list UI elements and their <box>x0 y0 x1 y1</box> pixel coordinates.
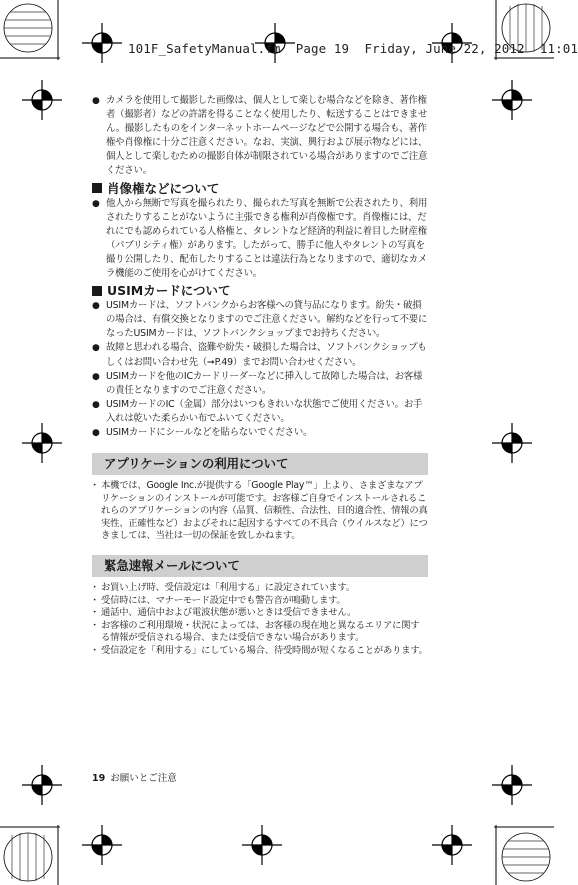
list-item: ● USIMカードのIC（金属）部分はいつもきれいな状態でご使用ください。お手入れは乾いた柔らかい布でふいてください。 <box>92 398 428 426</box>
list-item: ・ 本機では、Google Inc.が提供する「Google Play™」上より、さまざまなアプリケーションのインストールが可能です。お客様ご自身でインストールされるこれらのアプリケーションの内容（品質、信頼性、合法性、目的適合性、情報の真実性、正確性など）およびそれに起因するすべての不具合（ウイルスなど）につきましては、当社は一切の保証を致しかねます。 <box>92 480 428 543</box>
emergency-mail-list <box>92 582 428 658</box>
list-item: ● 他人から無断で写真を撮られたり、撮られた写真を無断で公表されたり、利用されたりすることがないように主張できる権利が肖像権です。肖像権には、だれにでも認められている人格権と、タレントなど経済的利益に着目した財産権（パブリシティ権）があります。したがって、勝手に他人やタレントの写真を撮り公開したり、配布したりすることは違法行為となりますので、適切なカメラ機能のご使用を心がけてください。 <box>92 197 428 282</box>
portrait-rights-list <box>92 197 428 282</box>
app-usage-list <box>92 480 428 543</box>
camera-note: ● カメラを使用して撮影した画像は、個人として楽しむ場合などを除き、著作権者（撮影者）などの許諾を得ることなく使用したり、転送することはできません。撮影したものをインターネットホームページなどで公開する場合も、著作権や肖像権に十分ご注意ください。なお、実演、興行および展示物などには、個人として楽しむための撮影自体が制限されている場合がありますのでご注意ください。 <box>92 94 428 179</box>
list-item: ・ お買い上げ時、受信設定は「利用する」に設定されています。 <box>92 582 428 595</box>
list-item: ・ お客様のご利用環境・状況によっては、お客様の現在地と異なるエリアに関する情報が受信される場合、または受信できない場合があります。 <box>92 620 428 645</box>
header-time: 11:01 <box>539 41 578 56</box>
list-item: ・ 通話中、通信中および電波状態が悪いときは受信できません。 <box>92 607 428 620</box>
page-content <box>92 94 428 658</box>
list-item: ● USIMカードは、ソフトバンクからお客様への貸与品になります。紛失・破損の場合は、有償交換となりますのでご注意ください。解約などを行って不要になったUSIMカードは、ソフトバンクショップまでお持ちください。 <box>92 299 428 341</box>
footer-section-name: お願いとご注意 <box>110 773 177 784</box>
list-item: ● USIMカードを他のICカードリーダーなどに挿入して故障した場合は、お客様の責任となりますのでご注意ください。 <box>92 370 428 398</box>
app-usage-banner: アプリケーションの利用について <box>92 453 428 475</box>
header-date: Friday, June 22, 2012 <box>364 41 525 56</box>
usim-heading-text: USIMカードについて <box>107 283 231 299</box>
header-page-label: Page 19 <box>295 41 350 56</box>
page-number: 19 <box>92 773 106 784</box>
camera-note-list <box>92 94 428 179</box>
list-item: ・ 受信設定を「利用する」にしている場合、待受時間が短くなることがあります。 <box>92 645 428 658</box>
list-item: ・ 受信時には、マナーモード設定中でも警告音が鳴動します。 <box>92 595 428 608</box>
usim-list <box>92 299 428 440</box>
header-filename: 101F_SafetyManual.fm <box>128 41 281 56</box>
portrait-rights-heading-text: 肖像権などについて <box>107 180 220 196</box>
usim-heading <box>92 282 428 299</box>
list-item: ● USIMカードにシールなどを貼らないでください。 <box>92 426 428 440</box>
square-bullet-icon <box>92 286 102 296</box>
list-item: ● 故障と思われる場合、盗難や紛失・破損した場合は、ソフトバンクショップもしくはお問い合わせ先（➞P.49）までお問い合わせください。 <box>92 341 428 369</box>
portrait-rights-heading <box>92 180 428 197</box>
emergency-mail-banner: 緊急速報メールについて <box>92 555 428 577</box>
page-footer <box>92 770 177 784</box>
square-bullet-icon <box>92 183 102 193</box>
print-header <box>128 41 578 56</box>
